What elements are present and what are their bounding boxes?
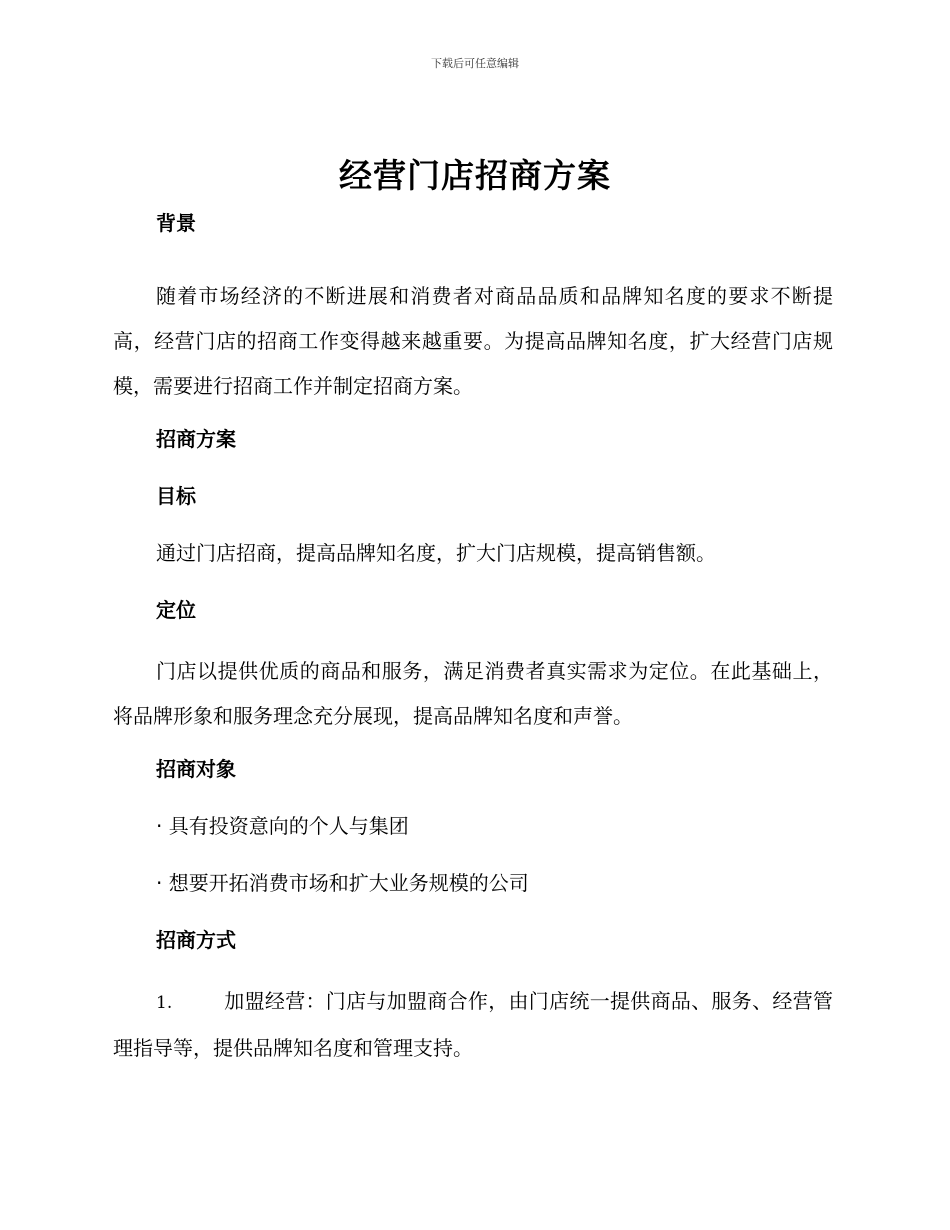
heading-background: 背景 — [156, 211, 196, 235]
list-item-target: · 具有投资意向的个人与集团 — [156, 814, 409, 838]
list-item-target: · 想要开拓消费市场和扩大业务规模的公司 — [156, 871, 529, 895]
heading-target: 招商对象 — [156, 757, 236, 781]
document-body — [113, 205, 833, 1071]
heading-position: 定位 — [156, 598, 196, 622]
page-header-note: 下载后可任意编辑 — [431, 57, 519, 70]
heading-method: 招商方式 — [156, 928, 236, 952]
paragraph-position: 门店以提供优质的商品和服务，满足消费者真实需求为定位。在此基础上，将品牌形象和服务理念充分展现，提高品牌知名度和声誉。 — [113, 659, 833, 728]
heading-plan: 招商方案 — [156, 427, 236, 451]
numbered-item-method — [113, 979, 833, 1071]
paragraph-background: 随着市场经济的不断进展和消费者对商品品质和品牌知名度的要求不断提高，经营门店的招商工作变得越来越重要。为提高品牌知名度，扩大经营门店规模，需要进行招商工作并制定招商方案。 — [113, 284, 833, 398]
item-number: 1. — [156, 993, 173, 1013]
item-text: 加盟经营：门店与加盟商合作，由门店统一提供商品、服务、经营管理指导等，提供品牌知名度和管理支持。 — [113, 989, 833, 1060]
paragraph-goal: 通过门店招商，提高品牌知名度，扩大门店规模，提高销售额。 — [156, 541, 716, 565]
document-title: 经营门店招商方案 — [339, 156, 611, 195]
heading-goal: 目标 — [156, 484, 196, 508]
